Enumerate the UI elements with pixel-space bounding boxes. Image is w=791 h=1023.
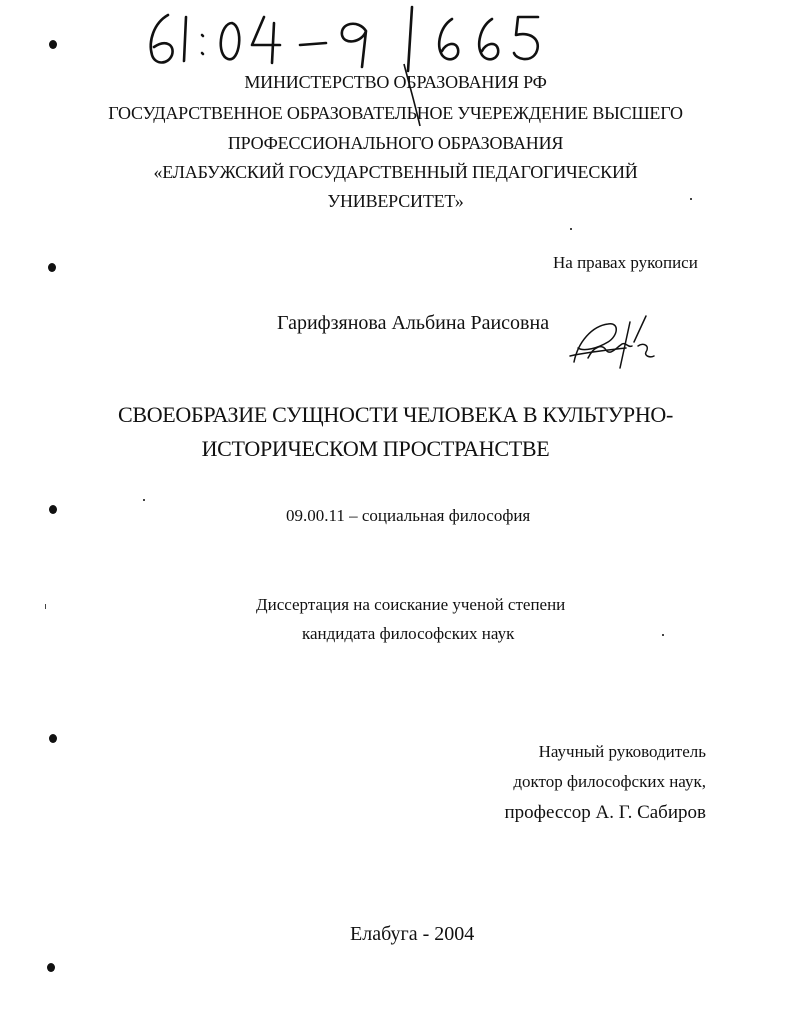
supervisor-name: профессор А. Г. Сабиров <box>504 802 706 823</box>
degree-line-1: Диссертация на соискание ученой степени <box>256 595 566 614</box>
manuscript-rights-note: На правах рукописи <box>553 253 698 272</box>
specialty-code: 09.00.11 – социальная философия <box>286 506 531 525</box>
university-line-1: «ЕЛАБУЖСКИЙ ГОСУДАРСТВЕННЫЙ ПЕДАГОГИЧЕСКИЙ <box>153 162 638 182</box>
supervisor-label: Научный руководитель <box>538 742 706 761</box>
dissertation-title-line-1: СВОЕОБРАЗИЕ СУЩНОСТИ ЧЕЛОВЕКА В КУЛЬТУРНО- <box>117 402 674 427</box>
binder-hole-mark <box>48 263 56 272</box>
dissertation-title-line-2: ИСТОРИЧЕСКОМ ПРОСТРАНСТВЕ <box>201 436 550 461</box>
scan-speck <box>143 499 145 501</box>
ministry-name: МИНИСТЕРСТВО ОБРАЗОВАНИЯ РФ <box>244 72 547 92</box>
university-line-2: УНИВЕРСИТЕТ» <box>327 191 464 211</box>
author-name: Гарифзянова Альбина Раисовна <box>277 312 550 334</box>
binder-hole-mark <box>49 40 57 49</box>
binder-hole-mark <box>49 734 57 743</box>
institution-line-2: ПРОФЕССИОНАЛЬНОГО ОБРАЗОВАНИЯ <box>227 133 564 153</box>
degree-line-2: кандидата философских наук <box>302 624 515 643</box>
binder-hole-mark <box>47 963 55 972</box>
scan-speck <box>570 228 572 230</box>
place-and-year: Елабуга - 2004 <box>350 923 475 945</box>
scan-speck <box>45 604 46 609</box>
supervisor-degree: доктор философских наук, <box>513 772 706 791</box>
handwritten-archive-code <box>140 5 560 75</box>
institution-line-1: ГОСУДАРСТВЕННОЕ ОБРАЗОВАТЕЛЬНОЕ УЧЕРЕЖДЕНИЕ ВЫСШЕГО <box>108 103 683 123</box>
author-signature <box>568 312 668 372</box>
scan-speck <box>662 634 664 636</box>
binder-hole-mark <box>49 505 57 514</box>
